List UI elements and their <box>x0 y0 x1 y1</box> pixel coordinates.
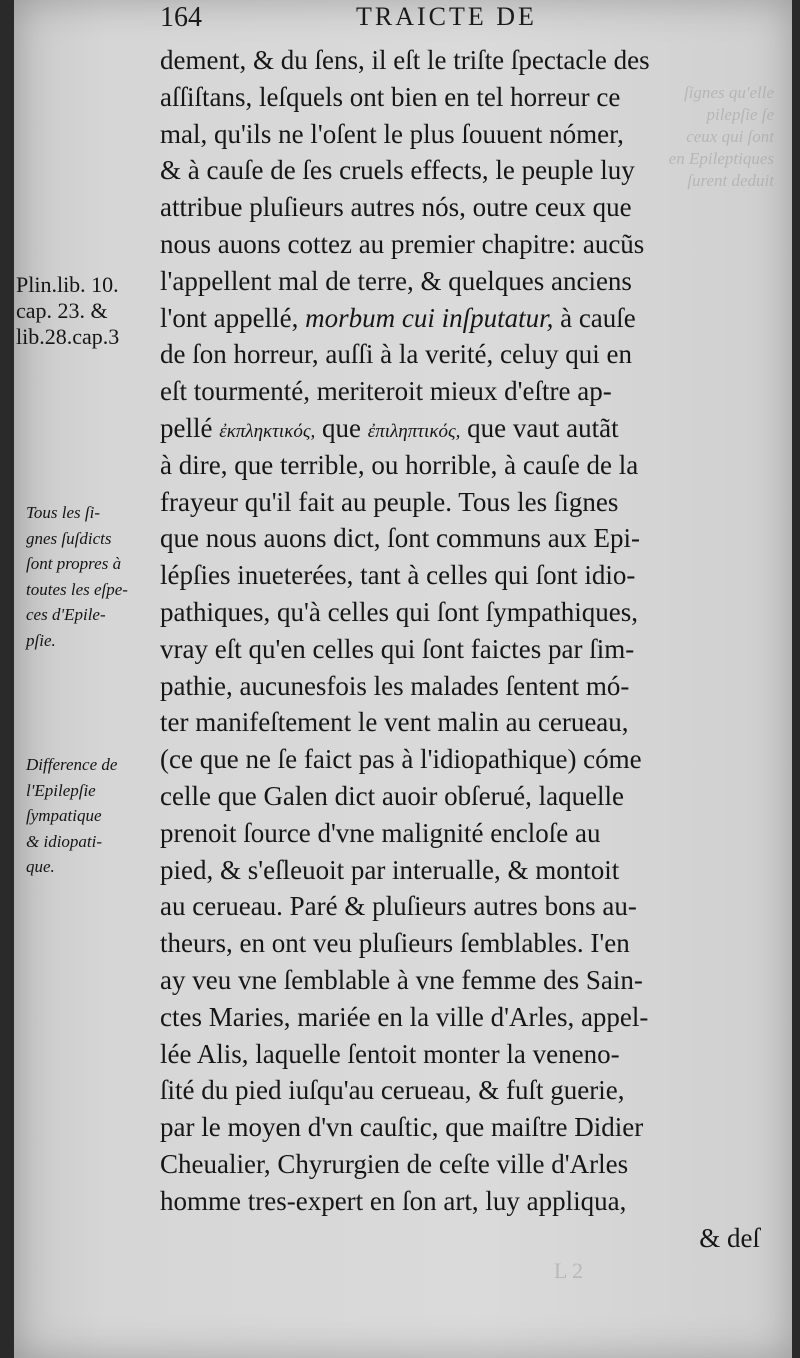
text-line: au cerueau. Paré & pluſieurs autres bons au- <box>160 891 637 922</box>
text-segment: pellé <box>160 412 220 443</box>
margin-note-line: ſont propres à <box>26 554 122 573</box>
text-line: pathie, aucunesfois les malades ſentent mó- <box>160 670 630 701</box>
margin-note-line: Plin.lib. 10. <box>16 272 119 297</box>
margin-note-line: toutes les eſpe- <box>26 579 128 599</box>
text-line: à dire, que terrible, ou horrible, à cauſe de la <box>160 449 639 480</box>
margin-note-line: gnes ſuſdicts <box>26 528 112 548</box>
text-line: celle que Galen dict auoir obſerué, laquelle <box>160 780 625 811</box>
bleed-through-signature: L 2 <box>554 1258 584 1283</box>
text-segment: que vaut autãt <box>460 412 619 443</box>
text-line: pathiques, qu'à celles qui ſont ſympathiques, <box>160 596 639 627</box>
text-line: homme tres-expert en ſon art, luy appliqua, <box>160 1185 627 1216</box>
text-line: & à cauſe de ſes cruels effects, le peuple luy <box>160 155 635 186</box>
text-line: lée Alis, laquelle ſentoit monter la veneno- <box>160 1038 620 1069</box>
text-segment: que <box>315 412 368 443</box>
text-line <box>160 410 760 447</box>
catchword: & deſ <box>699 1222 760 1253</box>
latin-phrase: morbum cui inſputatur, <box>305 302 554 333</box>
text-line: Cheualier, Chyrurgien de ceſte ville d'Arles <box>160 1148 629 1179</box>
text-line: ter manifeſtement le vent malin au cerueau, <box>160 707 629 738</box>
book-page <box>14 0 792 1358</box>
margin-note-difference <box>26 752 166 880</box>
text-line: dement, & du ſens, il eſt le triſte ſpectacle des <box>160 45 650 75</box>
bleed-through-margin: ſignes qu'elle pilepſie ſe ceux qui ſont en Epileptiques ſurent deduit <box>668 83 774 190</box>
text-line: (ce que ne ſe faict pas à l'idiopathique) cóme <box>160 744 642 775</box>
text-line: lépſies inueterées, tant à celles qui ſont idio- <box>160 560 636 591</box>
margin-note-line: & idiopati- <box>26 831 103 851</box>
margin-note-line: Tous les ſi- <box>26 503 101 522</box>
text-line: ſité du pied iuſqu'au cerueau, & fuſt guerie, <box>160 1075 625 1106</box>
text-segment: à cauſe <box>553 302 636 333</box>
greek-word: ἐκπληκτικός, <box>219 420 316 442</box>
text-line: nous auons cottez au premier chapitre: aucũs <box>160 228 645 259</box>
main-text-column <box>160 42 760 1256</box>
text-line <box>160 300 760 337</box>
margin-note-line: cap. 23. & <box>16 298 108 323</box>
text-line: eſt tourmenté, meriteroit mieux d'eſtre ap- <box>160 376 612 407</box>
greek-word: ἐπιληπτικός, <box>367 420 461 442</box>
text-line: l'appellent mal de terre, & quelques anciens <box>160 265 632 296</box>
text-line: par le moyen d'vn cauſtic, que maiſtre Didier <box>160 1112 644 1143</box>
text-line: ctes Maries, mariée en la ville d'Arles, appel- <box>160 1001 649 1032</box>
margin-note-signs <box>26 500 166 653</box>
margin-note-pliny <box>16 272 156 350</box>
text-line: vray eſt qu'en celles qui ſont faictes par ſim- <box>160 633 635 664</box>
text-line: aſſiſtans, leſquels ont bien en tel horreur ce <box>160 81 621 112</box>
page-number: 164 <box>160 2 202 33</box>
margin-note-line: ces d'Epile- <box>26 605 106 624</box>
running-title: TRAICTE DE <box>356 2 537 31</box>
text-line: frayeur qu'il fait au peuple. Tous les ſignes <box>160 486 619 517</box>
text-line: ay veu vne ſemblable à vne femme des Sain- <box>160 964 643 995</box>
text-line: de ſon horreur, auſſi à la verité, celuy qui en <box>160 339 632 370</box>
text-line: prenoit ſource d'vne malignité encloſe au <box>160 817 601 848</box>
text-line: pied, & s'eſleuoit par interualle, & montoit <box>160 854 620 885</box>
margin-note-line: ſympatique <box>26 806 102 825</box>
text-segment: l'ont appellé, <box>160 302 306 333</box>
text-line: mal, qu'ils ne l'oſent le plus ſouuent nómer, <box>160 118 624 149</box>
margin-note-line: l'Epilepſie <box>26 780 96 800</box>
margin-note-line: que. <box>26 857 55 876</box>
margin-note-line: lib.28.cap.3 <box>16 324 120 349</box>
text-line: que nous auons dict, ſont communs aux Epi- <box>160 523 640 554</box>
text-line: attribue pluſieurs autres nós, outre ceux que <box>160 192 632 223</box>
page-header <box>160 2 760 38</box>
margin-note-line: pſie. <box>26 630 56 650</box>
text-line: theurs, en ont veu pluſieurs ſemblables. I'en <box>160 928 630 959</box>
margin-note-line: Difference de <box>26 755 118 774</box>
